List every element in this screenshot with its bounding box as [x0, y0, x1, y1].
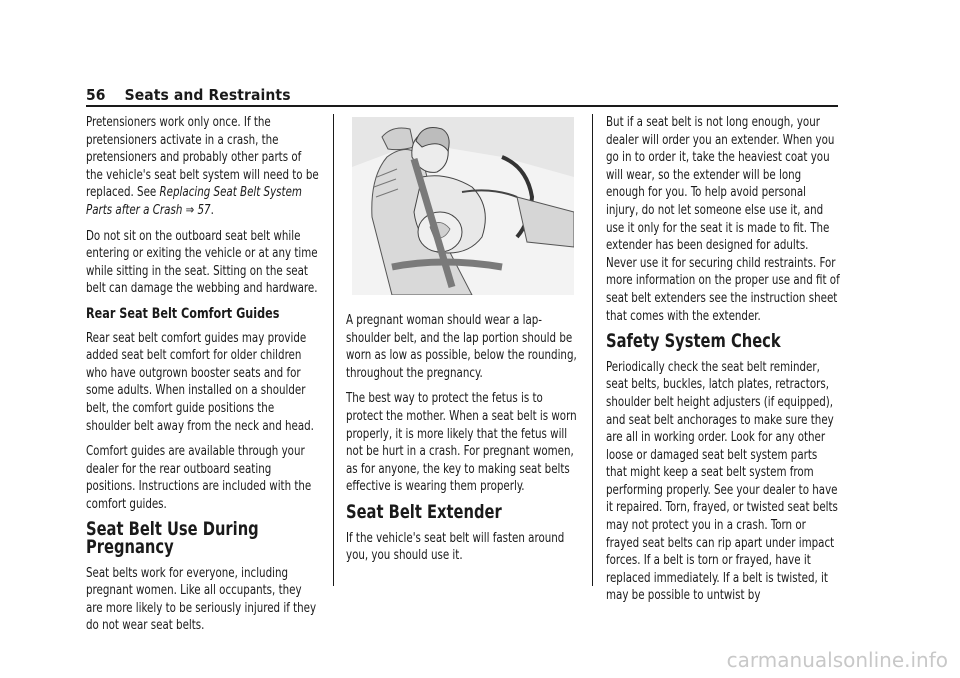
paragraph-lap-belt: A pregnant woman should wear a lap-shoulder belt, and the lap portion should be worn as low as possible, below the rounding, throughout the pregnancy. [346, 313, 577, 381]
page-reference[interactable]: ⇒ 57 [185, 202, 211, 218]
paragraph-comfort-guides: Rear seat belt comfort guides may provide added seat belt comfort for older children who have outgrown booster seats and for some adults. When installed on a shoulder belt, the comfort guide positions the shoulder belt away from the neck and head. [86, 330, 314, 434]
column-2 [346, 312, 580, 573]
page-number: 56 [86, 86, 106, 104]
column-divider-1 [333, 114, 334, 586]
cross-reference-link[interactable]: Replacing Seat Belt System Parts after a Crash [86, 185, 302, 218]
paragraph-safety-check: Periodically check the seat belt reminder, seat belts, buckles, latch plates, retractors, shoulder belt height adjusters (if equipped), and seat belt anchorages to make sure they are all in working order. Look for any other loose or damaged seat belt system parts that might keep a seat belt system from performing properly. See your dealer to have it repaired. Torn, frayed, or twisted seat belts may not protect you in a crash. Torn or frayed seat belts can rip apart under impact forces. If a belt is torn or frayed, have it replaced immediately. If a belt is twisted, it may be possible to untwist by [606, 359, 838, 604]
column-3 [606, 114, 840, 613]
heading-pregnancy: Seat Belt Use During Pregnancy [86, 518, 259, 559]
illustration-svg [352, 117, 574, 295]
heading-extender: Seat Belt Extender [346, 500, 502, 523]
header-rule [86, 105, 838, 107]
paragraph-outboard: Do not sit on the outboard seat belt while entering or exiting the vehicle or at any time while sitting in the seat. Sitting on the seat belt can damage the webbing and hardware. [86, 228, 318, 297]
section-title: Seats and Restraints [124, 86, 291, 104]
column-1 [86, 114, 320, 643]
paragraph-extender-details: But if a seat belt is not long enough, your dealer will order you an extender. When you go in to order it, take the heaviest coat you will wear, so the extender will be long enough for you. To help avoid personal injury, do not let someone else use it, and use it only for the seat it is made to fit. The extender has been designed for adults. Never use it for securing child restraints. For more information on the proper use and fit of seat belt extenders see the instruction sheet that comes with the extender. [606, 115, 840, 324]
paragraph-extender-intro: If the vehicle's seat belt will fasten around you, you should use it. [346, 530, 565, 564]
paragraph-pretensioners: Pretensioners work only once. If the pretensioners activate in a crash, the pretensioners and probably other parts of the vehicle's seat belt system will need to be replaced. See Replacing Seat Belt System Parts after a Crash ⇒ 57. [86, 115, 319, 218]
paragraph-comfort-availability: Comfort guides are available through your dealer for the rear outboard seating positions. Instructions are included with the comfort guides. [86, 444, 312, 512]
paragraph-pregnancy: Seat belts work for everyone, including pregnant women. Like all occupants, they are more likely to be seriously injured if they do not wear seat belts. [86, 565, 317, 634]
paragraph-fetus: The best way to protect the fetus is to protect the mother. When a seat belt is worn properly, it is more likely that the fetus will not be hurt in a crash. For pregnant women, as for anyone, the key to making seat belts effective is wearing them properly. [346, 391, 577, 495]
heading-rear-comfort-guides: Rear Seat Belt Comfort Guides [86, 305, 280, 322]
heading-safety-check: Safety System Check [606, 330, 781, 353]
pregnant-woman-seatbelt-illustration [352, 117, 574, 295]
column-divider-2 [592, 114, 593, 586]
page-header [86, 86, 291, 104]
watermark: carmanualsonline.info [726, 648, 948, 672]
